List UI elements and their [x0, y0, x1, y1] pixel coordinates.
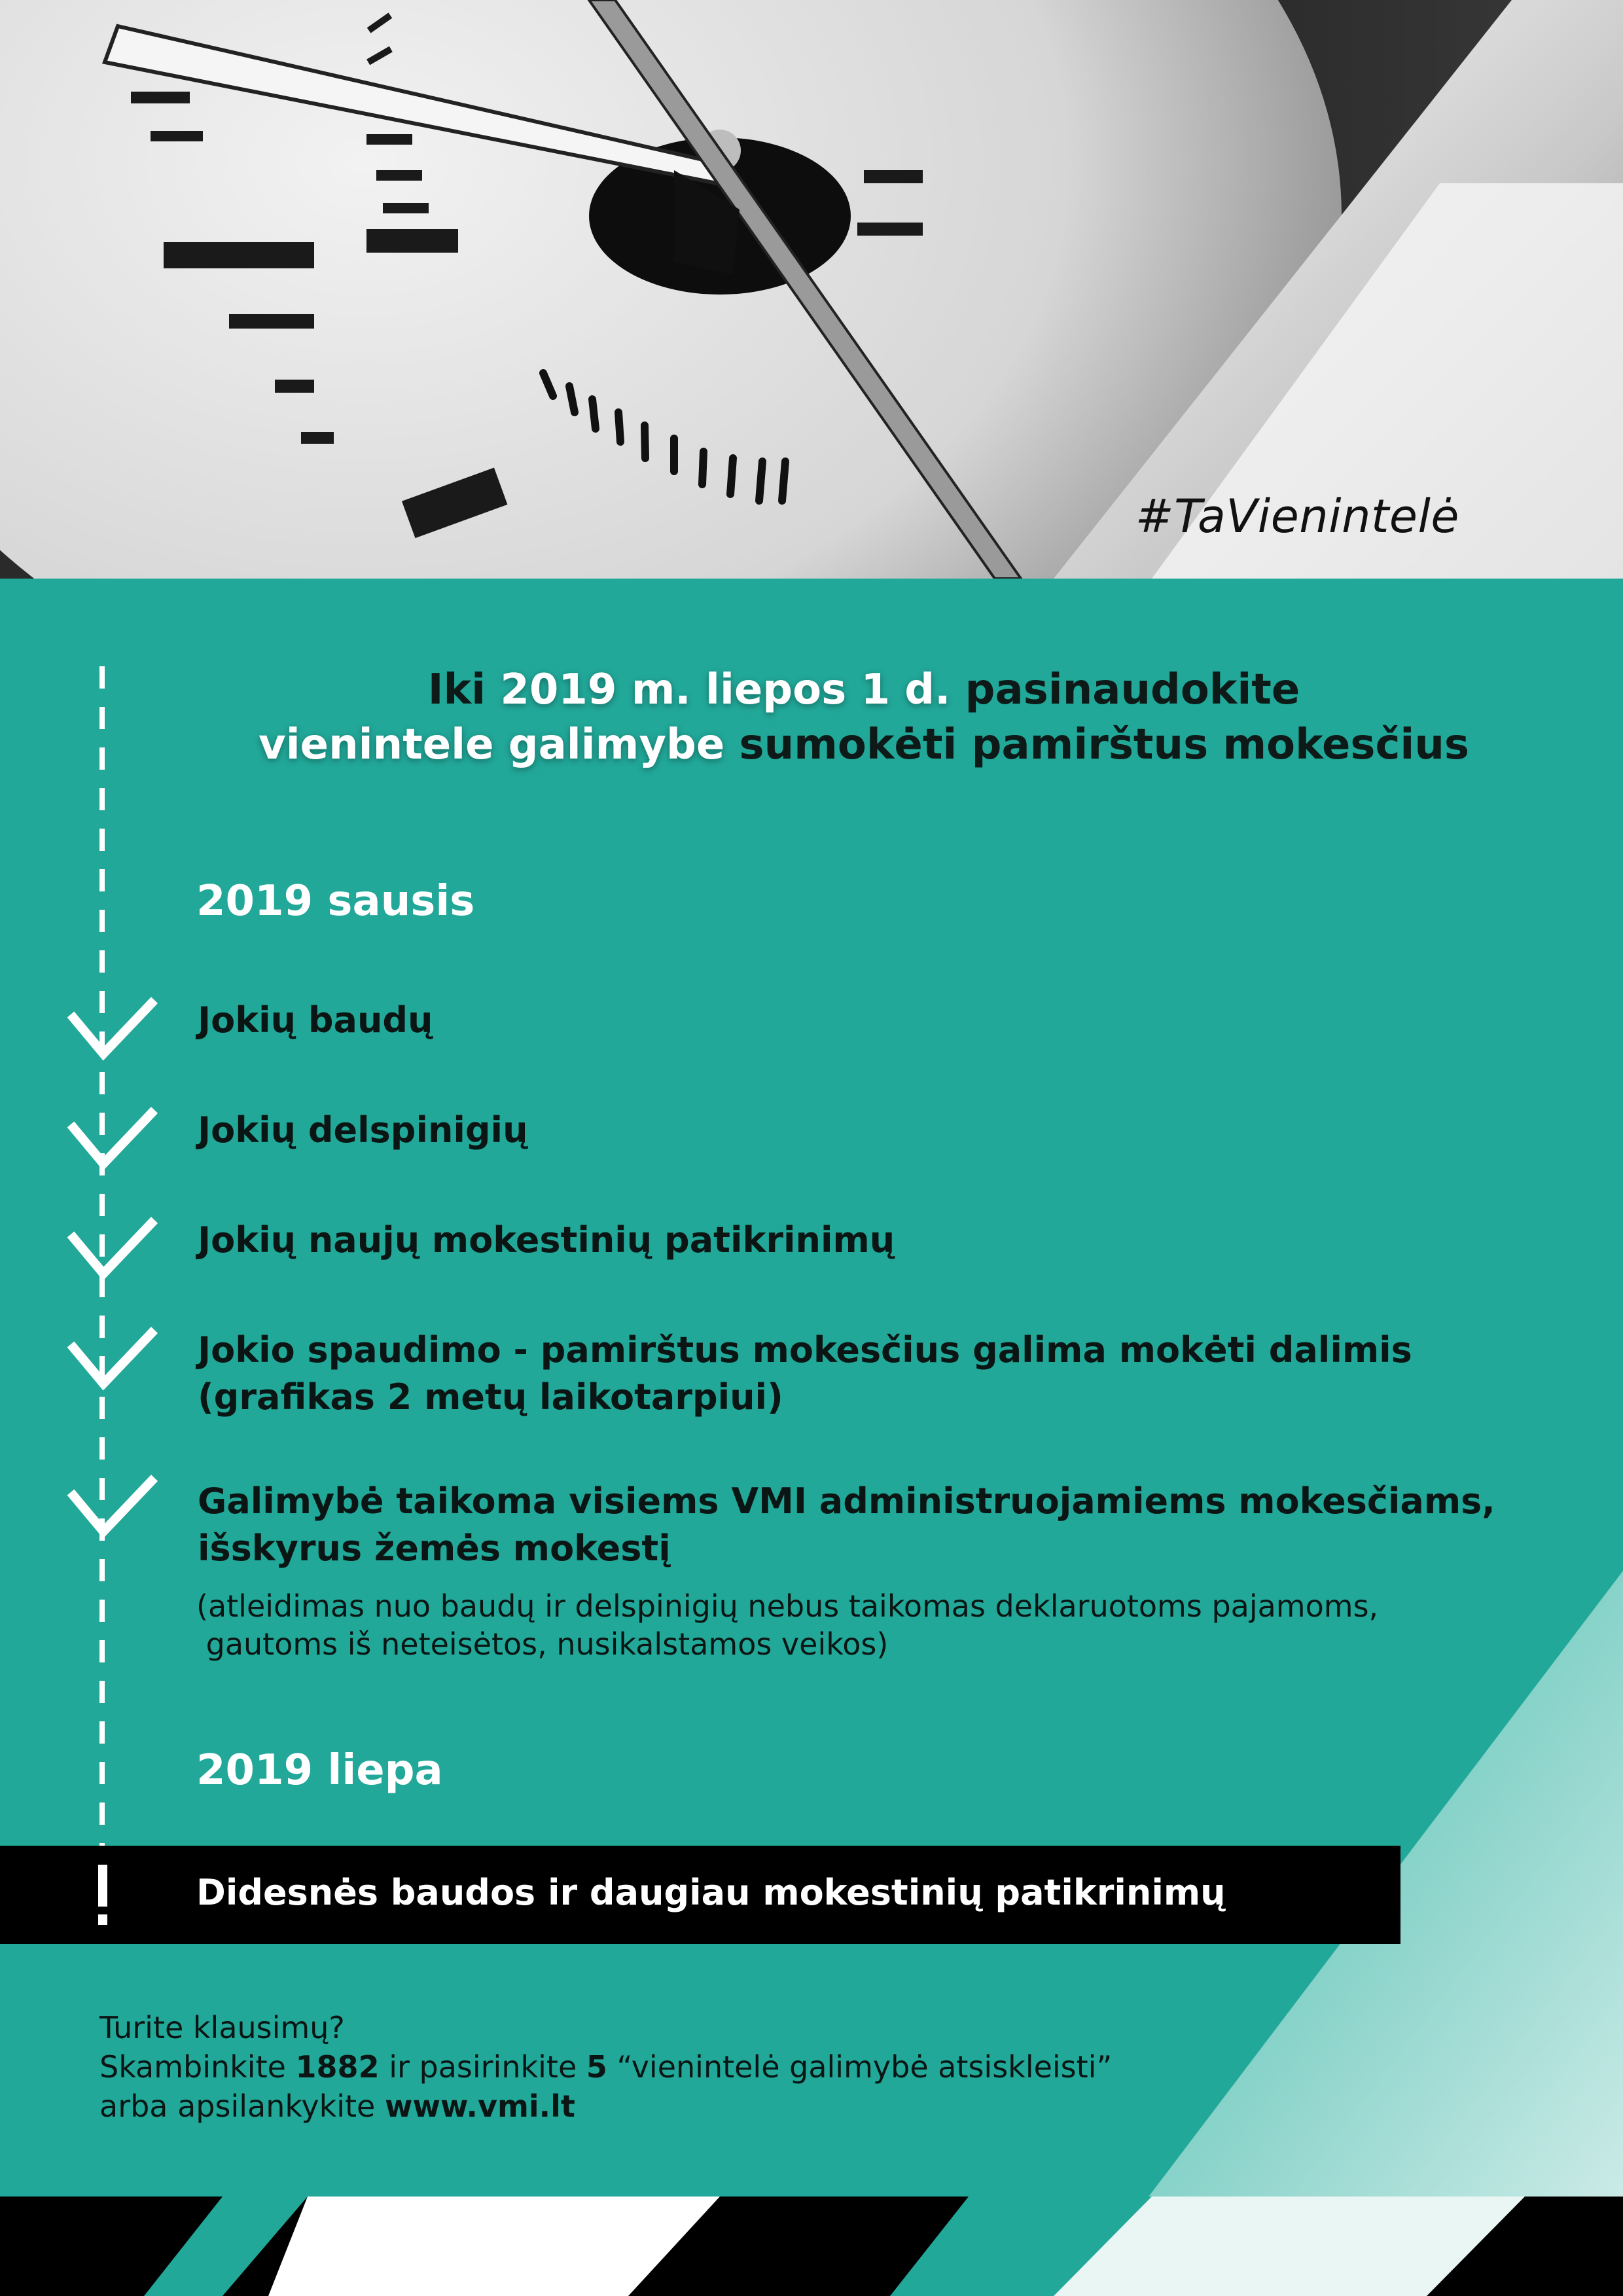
phone-number: 1882: [295, 2049, 380, 2085]
title-segment: Iki: [427, 666, 501, 714]
title-segment: pasinaudokite: [950, 666, 1300, 714]
alert-text: Didesnės baudos ir daugiau mokestinių patikrinimų: [196, 1872, 1226, 1913]
timeline-item-1: Jokių baudų: [198, 999, 433, 1041]
timeline-item-3: Jokių naujų mokestinių patikrinimų: [198, 1219, 895, 1261]
timeline-item-4: [198, 1327, 1412, 1421]
title-segment: sumokėti pamirštus mokesčius: [724, 721, 1469, 769]
hashtag-label: #TaVienintelė: [1135, 490, 1459, 543]
exclamation-icon: [92, 1862, 114, 1928]
checkmark-icon: [64, 1325, 161, 1398]
menu-option-number: 5: [586, 2049, 607, 2085]
title-line-2: [0, 717, 1623, 772]
timeline-item-5-line1: Galimybė taikoma visiems VMI administruojamiems mokesčiams,: [198, 1480, 1495, 1522]
contact-info: [99, 2008, 1112, 2126]
timeline-start-label: 2019 sausis: [196, 877, 475, 925]
website-link[interactable]: www.vmi.lt: [384, 2089, 575, 2124]
contact-text: Skambinkite: [99, 2049, 296, 2085]
title-line-1: [0, 662, 1623, 717]
contact-text: “vienintelė galimybė atsiskleisti”: [607, 2049, 1113, 2085]
checkmark-icon: [64, 1215, 161, 1288]
checkmark-icon: [64, 1473, 161, 1546]
timeline-item-5: [198, 1478, 1495, 1572]
contact-question: Turite klausimų?: [99, 2010, 345, 2045]
timeline-item-2: Jokių delspinigių: [198, 1109, 528, 1151]
contact-text: ir pasirinkite: [379, 2049, 586, 2085]
title-highlight: vienintele galimybe: [259, 721, 725, 769]
timeline-item-4-line2: (grafikas 2 metų laikotarpiui): [198, 1376, 783, 1418]
contact-text: arba apsilankykite: [99, 2089, 385, 2124]
title-date: 2019 m. liepos 1 d.: [500, 666, 951, 714]
timeline-item-4-line1: Jokio spaudimo - pamirštus mokesčius galima mokėti dalimis: [198, 1329, 1412, 1371]
bottom-stripes: [0, 2197, 1623, 2296]
note-line-1: (atleidimas nuo baudų ir delspinigių nebus taikomas deklaruotoms pajamoms,: [196, 1588, 1379, 1624]
page-title: [0, 662, 1623, 772]
timeline-item-5-line2: išskyrus žemės mokestį: [198, 1528, 671, 1569]
checkmark-icon: [64, 1105, 161, 1178]
note-line-2: gautoms iš neteisėtos, nusikalstamos veikos): [196, 1626, 889, 1662]
contact-web-line: [99, 2087, 1112, 2126]
timeline-end-label: 2019 liepa: [196, 1746, 443, 1795]
checkmark-icon: [64, 995, 161, 1068]
contact-phone-line: [99, 2047, 1112, 2087]
